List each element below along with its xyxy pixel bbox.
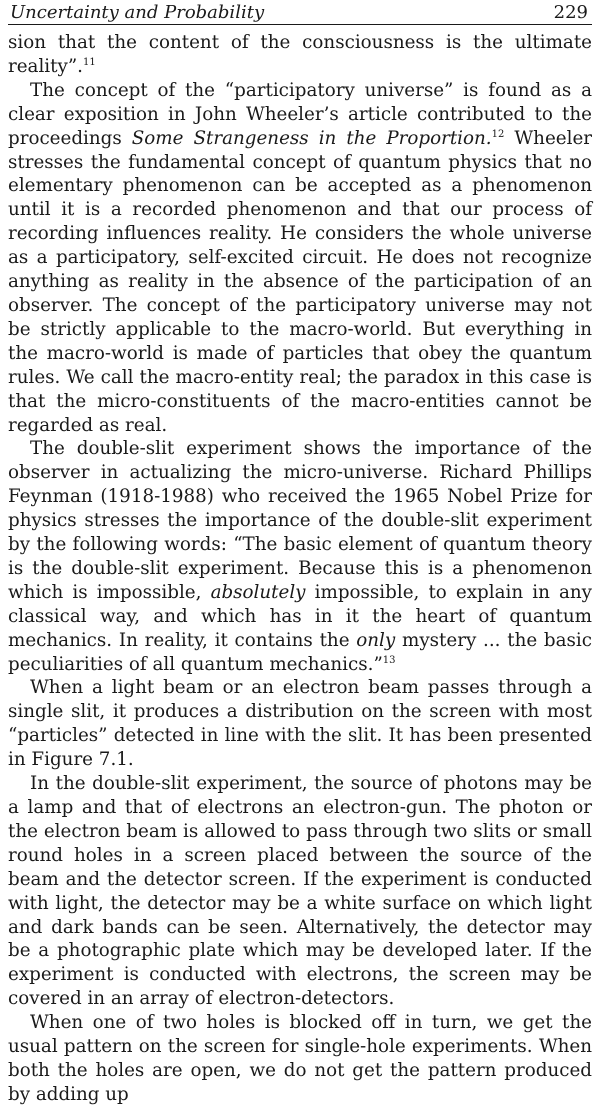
page-number: 229 xyxy=(553,2,588,23)
footnote-ref-12: 12 xyxy=(491,128,505,140)
emphasis-only: only xyxy=(356,629,396,651)
footnote-ref-11: 11 xyxy=(82,56,96,68)
paragraph-1 xyxy=(8,31,592,79)
body-text xyxy=(8,31,592,1107)
paragraph-2-text-a: The concept of the “participatory universe” is found as a clear exposition in John Wheeler’s article contributed to the proceedings xyxy=(8,79,592,149)
paragraph-2-text-b: Wheeler stresses the fundamental concept of quantum physics that no elementary phenomenon can be accepted as a phenomenon until it is a recorded phenomenon and that our process of recording influences reality. He considers the whole universe as a participatory, self-excited circuit. He does not recognize anything as reality in the absence of the participation of an observer. The concept of the participatory universe may not be strictly applicable to the macro-world. But everything in the macro-world is made of particles that obey the quantum rules. We call the macro-entity real; the paradox in this case is that the micro-constituents of the macro-entities cannot be regarded as real. xyxy=(8,127,593,436)
paragraph-5-text: In the double-slit experiment, the source of photons may be a lamp and that of electrons an electron-gun. The photon or the electron beam is allowed to pass through two slits or small round holes in a screen placed between the source of the beam and the detector screen. If the experiment is conducted with light, the detector may be a white surface on which light and dark bands can be seen. Alternatively, the detector may be a photographic plate which may be developed later. If the experiment is conducted with electrons, the screen may be covered in an array of electron-detectors. xyxy=(8,773,592,1010)
paragraph-6-text: When one of two holes is blocked off in turn, we get the usual pattern on the screen for single-hole experiments. When both the holes are open, we do not get the pattern produced by adding up xyxy=(8,1012,592,1105)
chapter-title: Uncertainty and Probability xyxy=(10,2,265,23)
book-title-italic: Some Strangeness in the Proportion. xyxy=(131,127,492,149)
running-head xyxy=(8,0,592,25)
paragraph-3-text-a: The double-slit experiment shows the importance of the observer in actualizing the micro-universe. Richard Phillips Feynman (1918-1988) who received the 1965 Nobel Prize for physics stresses the importance of the double-slit experiment by the following words: “The basic element of quantum theory is the double-slit experiment. Because this is a phenomenon which is impossible, xyxy=(8,438,592,603)
paragraph-3-text-c: mystery ... the basic peculiarities of all quantum mechanics.” xyxy=(8,629,592,675)
paragraph-5 xyxy=(8,772,592,1011)
paragraph-1-text: sion that the content of the consciousness is the ultimate reality”. xyxy=(8,32,592,77)
paragraph-4-text: When a light beam or an electron beam passes through a single slit, it produces a distribution on the screen with most “particles” detected in line with the slit. It has been presented in Figure 7.1. xyxy=(8,677,592,771)
emphasis-absolutely: absolutely xyxy=(210,581,306,603)
footnote-ref-13: 13 xyxy=(382,654,396,666)
paragraph-3-text-b: impossible, to explain in any classical way, and which has in it the heart of quantum mechanics. In reality, it contains the xyxy=(8,581,592,651)
paragraph-4 xyxy=(8,676,592,772)
paragraph-2 xyxy=(8,79,592,438)
paragraph-6 xyxy=(8,1011,592,1107)
paragraph-3 xyxy=(8,437,592,676)
